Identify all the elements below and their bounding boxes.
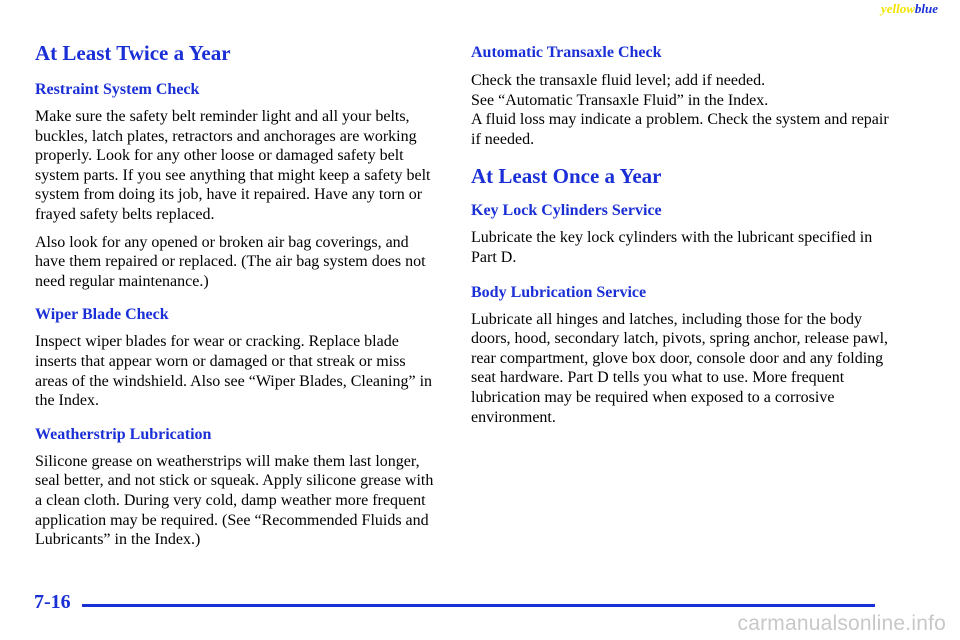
paragraph-transaxle xyxy=(471,71,891,149)
paragraph-restraint-1: Make sure the safety belt reminder light and all your belts, buckles, latch plates, retractors and anchorages are working properly. Look for any other loose or damaged safety belt system parts. If you see anything that might keep a safety belt system from doing its job, have it repaired. Have any torn or frayed safety belts replaced. xyxy=(35,108,431,223)
transaxle-line-2: See “Automatic Transaxle Fluid” in the Index. xyxy=(471,91,769,109)
corner-label-blue: blue xyxy=(914,1,938,16)
heading-key-lock-cylinders-service: Key Lock Cylinders Service xyxy=(471,202,662,220)
watermark-text: carmanualsonline.info xyxy=(737,612,946,635)
heading-body-lubrication-service: Body Lubrication Service xyxy=(471,283,647,301)
right-column xyxy=(471,40,891,427)
heading-automatic-transaxle-check: Automatic Transaxle Check xyxy=(471,44,662,61)
left-column xyxy=(35,40,440,550)
footer-divider xyxy=(82,604,875,607)
transaxle-line-3: A fluid loss may indicate a problem. Check the system and repair if needed. xyxy=(471,111,889,148)
page-number: 7-16 xyxy=(34,591,71,613)
transaxle-line-1: Check the transaxle fluid level; add if needed. xyxy=(471,72,766,89)
paragraph-restraint-2: Also look for any opened or broken air bag coverings, and have them repaired or replaced. (The air bag system does not need regular maintenance.) xyxy=(35,233,426,290)
paragraph-weatherstrip: Silicone grease on weatherstrips will make them last longer, seal better, and not stick or squeak. Apply silicone grease with a clean cloth. During very cold, damp weather more frequent application may be required. (See “Recommended Fluids and Lubricants” in the Index.) xyxy=(35,452,434,549)
section-title-once-a-year: At Least Once a Year xyxy=(471,164,662,189)
heading-restraint-system-check: Restraint System Check xyxy=(35,81,200,98)
section-title-twice-a-year: At Least Twice a Year xyxy=(35,41,231,65)
heading-wiper-blade-check: Wiper Blade Check xyxy=(35,306,169,324)
color-proof-label xyxy=(881,1,938,17)
paragraph-keylock: Lubricate the key lock cylinders with the lubricant specified in Part D. xyxy=(471,229,873,266)
paragraph-body-lubrication: Lubricate all hinges and latches, including those for the body doors, hood, secondary latch, pivots, spring anchor, release pawl, rear compartment, glove box door, console door and any folding seat hardware. Part D tells you what to use. More frequent lubrication may be required when exposed to a corrosive environment. xyxy=(471,310,889,426)
heading-weatherstrip-lubrication: Weatherstrip Lubrication xyxy=(35,425,212,443)
corner-label-yellow: yellow xyxy=(880,1,915,16)
paragraph-wiper: Inspect wiper blades for wear or cracking. Replace blade inserts that appear worn or damaged or that streak or miss areas of the windshield. Also see “Wiper Blades, Cleaning” in the Index. xyxy=(35,333,433,410)
